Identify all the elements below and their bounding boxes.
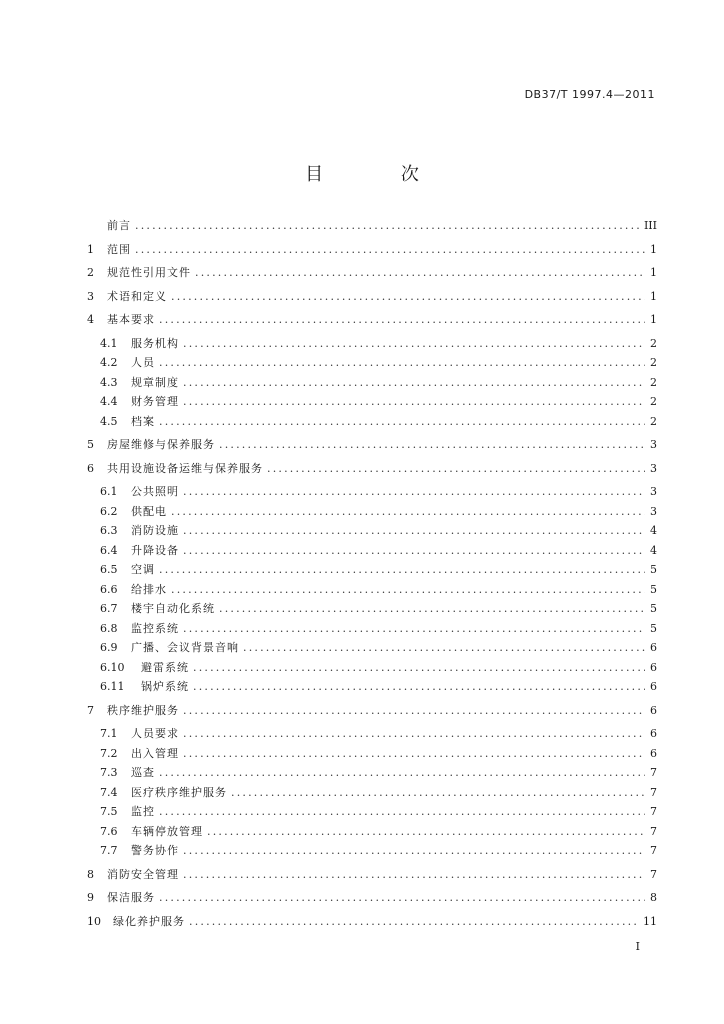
dot-leader: [183, 521, 645, 541]
toc-entry-number: 4.1: [100, 336, 118, 350]
toc-subentry[interactable]: [87, 392, 657, 412]
toc-entry-label: 医疗秩序维护服务: [131, 785, 227, 799]
dot-leader: [159, 802, 645, 822]
toc-entry-number: 7.7: [100, 844, 118, 857]
toc-subentry[interactable]: [87, 822, 657, 842]
toc-entry-label: 监控: [131, 805, 155, 818]
toc-subentry[interactable]: [87, 658, 657, 678]
dot-leader: [183, 482, 645, 502]
toc-entry-page: 4: [650, 524, 657, 537]
toc-entry-label: 房屋维修与保养服务: [107, 438, 215, 451]
toc-entry-page: 6: [650, 680, 657, 693]
toc-entry-page: 3: [650, 504, 657, 518]
dot-leader: [159, 412, 645, 432]
toc-entry[interactable]: [87, 865, 657, 885]
dot-leader: [183, 841, 645, 861]
toc-subentry[interactable]: [87, 580, 657, 600]
toc-entry-number: 7.4: [100, 785, 118, 799]
toc-entry-label: 消防安全管理: [107, 867, 179, 881]
toc-entry-number: 8: [87, 867, 94, 881]
toc-entry-page: 1: [650, 242, 657, 256]
toc-entry-number: 4.5: [100, 414, 118, 428]
toc-entry-page: 11: [643, 914, 657, 928]
toc-entry-label: 术语和定义: [107, 289, 167, 303]
toc-entry-label: 范围: [107, 242, 131, 256]
dot-leader: [195, 263, 645, 283]
toc-entry-label: 出入管理: [131, 746, 179, 760]
toc-entry[interactable]: [87, 263, 657, 283]
toc-entry-number: 6.7: [100, 602, 118, 615]
toc-entry-number: 4: [87, 313, 94, 326]
document-code: DB37/T 1997.4—2011: [524, 88, 655, 101]
toc-entry-label: 绿化养护服务: [113, 914, 185, 928]
toc-subentry[interactable]: [87, 599, 657, 619]
toc-entry-page: 1: [650, 313, 657, 326]
toc-entry-label: 基本要求: [107, 313, 155, 326]
dot-leader: [183, 744, 645, 764]
toc-subentry[interactable]: [87, 502, 657, 522]
toc-entry-page: 5: [650, 582, 657, 596]
dot-leader: [159, 560, 645, 580]
toc-entry-page: 6: [650, 641, 657, 654]
toc-entry-number: 2: [87, 266, 94, 279]
toc-entry-number: 7: [87, 703, 94, 717]
toc-entry-number: 6.3: [100, 524, 118, 537]
page-number: I: [635, 940, 640, 953]
toc-entry-page: 3: [650, 461, 657, 475]
toc-entry-page: 1: [650, 266, 657, 279]
toc-subentry[interactable]: [87, 373, 657, 393]
toc-subentry[interactable]: [87, 724, 657, 744]
toc-entry-page: 5: [650, 602, 657, 615]
toc-entry-number: 5: [87, 438, 94, 451]
toc-entry-label: 给排水: [131, 582, 167, 596]
dot-leader: [159, 353, 645, 373]
toc-entry-page: 7: [650, 867, 657, 881]
toc-entry-number: 4.3: [100, 375, 118, 389]
toc-entry-label: 规章制度: [131, 375, 179, 389]
toc-entry-page: 7: [650, 844, 657, 857]
toc-entry-number: 6.6: [100, 582, 118, 596]
toc-entry-page: 7: [650, 824, 657, 838]
toc-entry-page: 2: [650, 395, 657, 408]
toc-entry-label: 共用设施设备运维与保养服务: [107, 461, 263, 475]
toc-entry-page: 3: [650, 485, 657, 498]
toc-entry-page: 5: [650, 621, 657, 635]
toc-entry-page: III: [643, 219, 657, 232]
dot-leader: [183, 334, 645, 354]
toc-entry[interactable]: [87, 435, 657, 455]
toc-entry-page: 7: [650, 805, 657, 818]
toc-entry-number: 7.3: [100, 766, 118, 779]
toc-entry-label: 档案: [131, 414, 155, 428]
toc-entry-label: 前言: [107, 219, 131, 232]
dot-leader: [135, 216, 640, 236]
toc-entry-number: 6.10: [100, 660, 125, 674]
toc-subentry[interactable]: [87, 744, 657, 764]
toc-subentry[interactable]: [87, 802, 657, 822]
toc-entry-label: 升降设备: [131, 543, 179, 557]
toc-subentry[interactable]: [87, 619, 657, 639]
toc-entry-label: 楼宇自动化系统: [131, 602, 215, 615]
toc-entry-label: 人员: [131, 356, 155, 369]
toc-entry-page: 6: [650, 660, 657, 674]
toc-entry-page: 6: [650, 703, 657, 717]
toc-entry-number: 6: [87, 461, 94, 475]
toc-entry-label: 服务机构: [131, 336, 179, 350]
dot-leader: [267, 459, 645, 479]
toc-entry[interactable]: [87, 888, 657, 908]
toc-subentry[interactable]: [87, 560, 657, 580]
toc-entry-page: 7: [650, 766, 657, 779]
dot-leader: [193, 658, 645, 678]
dot-leader: [183, 619, 645, 639]
toc-entry-label: 消防设施: [131, 524, 179, 537]
dot-leader: [183, 541, 645, 561]
toc-subentry[interactable]: [87, 677, 657, 697]
toc-entry-number: 6.1: [100, 485, 118, 498]
dot-leader: [189, 912, 639, 932]
toc-entry-number: 7.6: [100, 824, 118, 838]
dot-leader: [231, 783, 645, 803]
dot-leader: [183, 865, 645, 885]
toc-entry-label: 公共照明: [131, 485, 179, 498]
toc-entry-page: 4: [650, 543, 657, 557]
toc-entry-label: 锅炉系统: [141, 680, 189, 693]
dot-leader: [159, 888, 645, 908]
dot-leader: [219, 599, 645, 619]
toc-entry-label: 警务协作: [131, 844, 179, 857]
toc-subentry[interactable]: [87, 783, 657, 803]
toc-entry[interactable]: [87, 701, 657, 721]
toc-entry-number: 6.9: [100, 641, 118, 654]
toc-entry-page: 2: [650, 336, 657, 350]
toc-subentry[interactable]: [87, 353, 657, 373]
toc-entry-page: 8: [650, 891, 657, 904]
toc-entry-page: 3: [650, 438, 657, 451]
toc-entry-page: 7: [650, 785, 657, 799]
toc-entry-page: 2: [650, 356, 657, 369]
toc-entry-label: 车辆停放管理: [131, 824, 203, 838]
toc-entry-number: 6.11: [100, 680, 125, 693]
dot-leader: [171, 287, 645, 307]
dot-leader: [183, 701, 645, 721]
toc-entry-label: 供配电: [131, 504, 167, 518]
toc-entry-page: 1: [650, 289, 657, 303]
toc-entry-page: 6: [650, 727, 657, 740]
toc-entry-number: 6.4: [100, 543, 118, 557]
toc-entry[interactable]: [87, 912, 657, 932]
dot-leader: [159, 763, 645, 783]
toc-entry[interactable]: [87, 459, 657, 479]
toc-entry-number: 4.4: [100, 395, 118, 408]
toc-entry-label: 规范性引用文件: [107, 266, 191, 279]
toc-entry-number: 7.1: [100, 727, 118, 740]
toc-entry-number: 7.2: [100, 746, 118, 760]
table-of-contents: [87, 216, 657, 931]
toc-entry-label: 财务管理: [131, 395, 179, 408]
toc-subentry[interactable]: [87, 638, 657, 658]
toc-subentry[interactable]: [87, 521, 657, 541]
toc-entry-number: 6.5: [100, 563, 118, 576]
toc-entry-number: 6.2: [100, 504, 118, 518]
toc-entry-number: 1: [87, 242, 94, 256]
dot-leader: [243, 638, 645, 658]
dot-leader: [183, 724, 645, 744]
toc-entry-label: 避雷系统: [141, 660, 189, 674]
toc-entry-label: 保洁服务: [107, 891, 155, 904]
toc-subentry[interactable]: [87, 763, 657, 783]
toc-entry-number: 4.2: [100, 356, 118, 369]
toc-entry[interactable]: [87, 240, 657, 260]
toc-entry[interactable]: [87, 310, 657, 330]
toc-subentry[interactable]: [87, 482, 657, 502]
dot-leader: [135, 240, 645, 260]
toc-entry-number: 6.8: [100, 621, 118, 635]
page-title: 目 次: [305, 164, 455, 185]
toc-entry-page: 5: [650, 563, 657, 576]
toc-entry-page: 2: [650, 414, 657, 428]
dot-leader: [183, 392, 645, 412]
dot-leader: [207, 822, 645, 842]
toc-entry-label: 人员要求: [131, 727, 179, 740]
toc-entry-number: 3: [87, 289, 94, 303]
toc-entry-number: 9: [87, 891, 94, 904]
dot-leader: [159, 310, 645, 330]
dot-leader: [183, 373, 645, 393]
toc-subentry[interactable]: [87, 841, 657, 861]
toc-subentry[interactable]: [87, 541, 657, 561]
dot-leader: [193, 677, 645, 697]
toc-entry-foreword[interactable]: [87, 216, 657, 236]
toc-subentry[interactable]: [87, 412, 657, 432]
toc-entry-page: 6: [650, 746, 657, 760]
dot-leader: [171, 502, 645, 522]
toc-entry-label: 空调: [131, 563, 155, 576]
toc-entry[interactable]: [87, 287, 657, 307]
toc-entry-label: 秩序维护服务: [107, 703, 179, 717]
toc-entry-label: 巡查: [131, 766, 155, 779]
toc-entry-number: 10: [87, 914, 101, 928]
dot-leader: [219, 435, 645, 455]
toc-subentry[interactable]: [87, 334, 657, 354]
toc-entry-number: 7.5: [100, 805, 118, 818]
toc-entry-page: 2: [650, 375, 657, 389]
toc-entry-label: 广播、会议背景音响: [131, 641, 239, 654]
dot-leader: [171, 580, 645, 600]
toc-entry-label: 监控系统: [131, 621, 179, 635]
